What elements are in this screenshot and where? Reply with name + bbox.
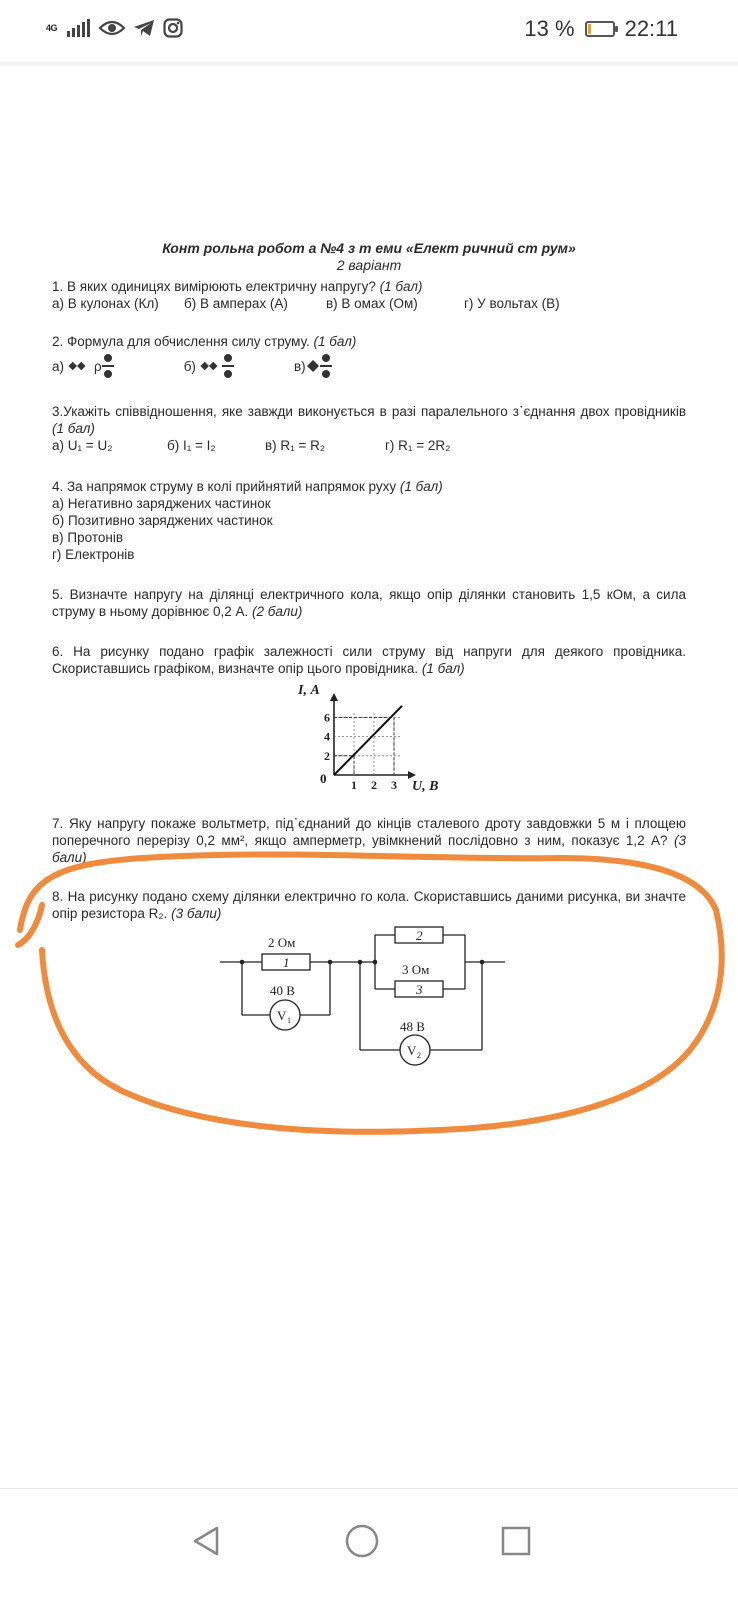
home-button[interactable] <box>332 1511 392 1571</box>
y-tick-label: 2 <box>324 748 330 763</box>
question-3-options <box>52 437 686 454</box>
option: б) В амперах (А) <box>184 296 288 311</box>
recents-icon <box>500 1525 532 1557</box>
v2-label: V <box>407 1043 417 1058</box>
data-line <box>334 706 402 775</box>
instagram-icon <box>163 18 183 38</box>
v2-sub: 2 <box>417 1051 421 1060</box>
x-axis-label: U, В <box>412 779 439 794</box>
question-8-label: 8. На рисунку подано схему ділянки електрично го кола. Скориставшись даними рисунка, ви значте опір резистора R₂. <box>52 889 686 921</box>
question-4-text <box>52 478 686 495</box>
question-2 <box>52 333 686 380</box>
telegram-icon <box>133 19 155 37</box>
r1-value: 2 Ом <box>268 935 296 950</box>
r1-label: 1 <box>283 955 290 970</box>
junction <box>328 960 333 965</box>
y-axis-label: I, А <box>298 683 320 698</box>
formula-glyph-icon <box>64 360 90 372</box>
junction <box>358 960 363 965</box>
annotation-tail <box>18 905 42 945</box>
v1-sub: 1 <box>287 1016 291 1025</box>
eye-icon <box>99 19 125 37</box>
question-1-options <box>52 295 686 312</box>
recents-button[interactable] <box>486 1511 546 1571</box>
status-bar-shadow <box>0 62 738 68</box>
option-c-label: в) <box>293 358 306 374</box>
option-b-label: б) <box>183 358 196 374</box>
battery-icon <box>585 21 615 37</box>
option-a-rho: ρ <box>94 358 102 374</box>
question-4 <box>52 478 686 563</box>
back-icon <box>189 1524 223 1558</box>
question-5-label: 5. Визначте напругу на ділянці електричного кола, якщо опір ділянки становить 1,5 кОм, а сила струму в ньому дорівнює 0,2 А. <box>52 587 686 619</box>
question-1-points: (1 бал) <box>379 279 423 294</box>
r3-value: 3 Ом <box>402 962 430 977</box>
question-3-points: (1 бал) <box>52 421 95 436</box>
v2-reading: 48 В <box>400 1019 425 1034</box>
option: б) Позитивно заряджених частинок <box>52 513 273 528</box>
option: г) R₁ = 2R₂ <box>385 438 451 453</box>
question-1 <box>52 278 686 312</box>
question-6-points: (1 бал) <box>421 661 465 676</box>
navigation-bar <box>0 1488 738 1600</box>
question-5-points: (2 бали) <box>252 604 303 619</box>
question-6-text <box>52 643 686 677</box>
option: а) Негативно заряджених частинок <box>52 496 271 511</box>
formula-glyph-icon <box>306 359 320 373</box>
question-2-text <box>52 333 686 350</box>
question-8-text <box>52 888 686 922</box>
r2-label: 2 <box>416 928 423 943</box>
origin-label: 0 <box>320 771 327 786</box>
home-icon <box>344 1523 380 1559</box>
question-4-label: 4. За напрямок струму в колі прийнятий напрямок руху <box>52 479 397 494</box>
question-7-label: 7. Яку напругу покаже вольтметр, під᾽єднаний до кінців сталевого дроту завдовжки 5 м і площею поперечного перерізу 0,2 мм², якщо амперметр, увімкнений послідовно з ним, показує 1,2 А? <box>52 816 686 848</box>
junction <box>240 960 245 965</box>
network-label: 4G <box>46 22 58 33</box>
fraction-glyph-icon <box>222 352 234 380</box>
question-6-label: 6. На рисунку подано графік залежності сили струму від напруги для деякого провідника. Скориставшись графіком, визначте опір цього провідника. <box>52 644 686 676</box>
question-5 <box>52 586 686 620</box>
question-7 <box>52 815 686 865</box>
option-a-label: а) <box>52 358 65 374</box>
question-2-points: (1 бал) <box>313 334 357 349</box>
x-tick-label: 2 <box>371 778 377 792</box>
battery-fill <box>588 24 591 34</box>
doc-variant: 2 варіант <box>336 257 402 273</box>
iu-graph <box>292 680 452 800</box>
option: в) Протонів <box>52 530 124 545</box>
question-2-label: 2. Формула для обчислення силу струму. <box>52 334 310 349</box>
question-7-text <box>52 815 686 866</box>
status-left <box>46 18 183 38</box>
option: в) В омах (Ом) <box>326 296 418 311</box>
question-1-label: 1. В яких одиницях вимірюють електричну напругу? <box>52 279 376 294</box>
question-6 <box>52 643 686 677</box>
x-tick-label: 1 <box>351 778 357 792</box>
doc-title: Конт рольна робот а №4 з т еми «Елект ричний ст рум» <box>162 240 576 256</box>
y-tick-label: 4 <box>324 729 330 744</box>
option: г) Електронів <box>52 547 135 562</box>
question-1-text <box>52 278 686 295</box>
status-right <box>524 16 678 42</box>
x-axis-arrow <box>408 771 416 779</box>
x-tick-label: 3 <box>391 778 397 792</box>
junction <box>373 960 378 965</box>
option: а) В кулонах (Кл) <box>52 296 159 311</box>
question-3-label: 3.Укажіть співвідношення, яке завжди виконується в разі паралельного з᾽єднання двох провідників <box>52 404 686 419</box>
document <box>52 240 686 1060</box>
battery-percent: 13 % <box>524 16 575 41</box>
graph-layer <box>324 693 416 792</box>
question-2-options <box>52 352 686 380</box>
network-type <box>46 24 57 33</box>
circuit-diagram <box>220 925 510 1075</box>
fraction-glyph-icon <box>320 352 332 380</box>
status-bar <box>0 0 738 62</box>
junction <box>480 960 485 965</box>
v1-label: V <box>277 1008 287 1023</box>
r3-label: 3 <box>416 982 423 997</box>
question-4-points: (1 бал) <box>399 479 443 494</box>
formula-glyph-icon <box>196 360 222 372</box>
question-5-text <box>52 586 686 620</box>
fraction-glyph-icon <box>102 352 114 380</box>
signal-icon <box>65 19 91 37</box>
back-button[interactable] <box>176 1511 236 1571</box>
option: б) I₁ = I₂ <box>167 438 216 453</box>
option: в) R₁ = R₂ <box>265 438 326 453</box>
question-8-points: (3 бали) <box>171 906 222 921</box>
y-axis-arrow <box>330 693 338 701</box>
question-8 <box>52 888 686 922</box>
question-3 <box>52 403 686 454</box>
option: а) U₁ = U₂ <box>52 438 113 453</box>
v1-reading: 40 В <box>270 983 295 998</box>
clock: 22:11 <box>624 16 678 41</box>
question-3-text <box>52 403 686 437</box>
option: г) У вольтах (В) <box>464 296 560 311</box>
question-7-points: (3 бали) <box>52 833 686 865</box>
y-tick-label: 6 <box>324 710 330 725</box>
